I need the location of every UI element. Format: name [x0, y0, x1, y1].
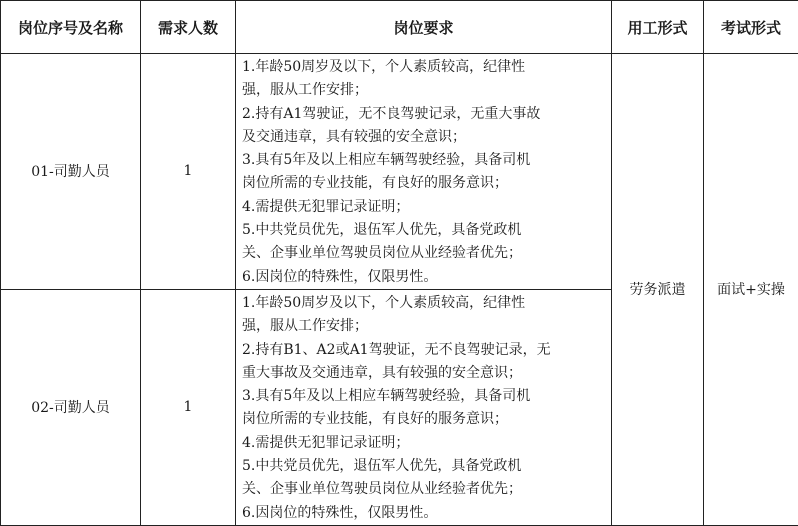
- employment-cell: 劳务派遣: [612, 54, 704, 526]
- count-cell: 1: [141, 54, 236, 290]
- header-requirements: 岗位要求: [236, 1, 612, 54]
- header-employment: 用工形式: [612, 1, 704, 54]
- header-exam: 考试形式: [704, 1, 798, 54]
- requirement-line: 2.持有B1、A2或A1驾驶证，无不良驾驶记录，无: [242, 339, 607, 362]
- header-count: 需求人数: [141, 1, 236, 54]
- count-cell: 1: [141, 289, 236, 525]
- requirement-line: 1.年龄50周岁及以下，个人素质较高，纪律性: [242, 292, 607, 315]
- requirements-cell: [236, 54, 612, 290]
- position-cell: 02-司勤人员: [1, 289, 141, 525]
- requirement-line: 3.具有5年及以上相应车辆驾驶经验，具备司机: [242, 385, 607, 408]
- requirement-line: 关、企事业单位驾驶员岗位从业经验者优先；: [242, 242, 607, 265]
- requirement-line: 强，服从工作安排；: [242, 315, 607, 338]
- requirements-cell: [236, 289, 612, 525]
- table-header-row: [1, 1, 798, 54]
- exam-cell: 面试+实操: [704, 54, 798, 526]
- requirement-line: 强，服从工作安排；: [242, 79, 607, 102]
- requirement-line: 4.需提供无犯罪记录证明；: [242, 432, 607, 455]
- requirement-line: 4.需提供无犯罪记录证明；: [242, 196, 607, 219]
- requirement-line: 5.中共党员优先，退伍军人优先，具备党政机: [242, 455, 607, 478]
- requirement-line: 3.具有5年及以上相应车辆驾驶经验，具备司机: [242, 149, 607, 172]
- requirement-line: 1.年龄50周岁及以下，个人素质较高，纪律性: [242, 56, 607, 79]
- table-row: [1, 54, 798, 290]
- position-cell: 01-司勤人员: [1, 54, 141, 290]
- requirement-line: 重大事故及交通违章，具有较强的安全意识；: [242, 362, 607, 385]
- requirement-line: 岗位所需的专业技能，有良好的服务意识；: [242, 408, 607, 431]
- requirement-line: 6.因岗位的特殊性，仅限男性。: [242, 266, 607, 289]
- requirement-line: 关、企事业单位驾驶员岗位从业经验者优先；: [242, 478, 607, 501]
- header-position: 岗位序号及名称: [1, 1, 141, 54]
- requirement-line: 2.持有A1驾驶证，无不良驾驶记录，无重大事故: [242, 103, 607, 126]
- requirement-line: 5.中共党员优先，退伍军人优先，具备党政机: [242, 219, 607, 242]
- requirement-line: 6.因岗位的特殊性，仅限男性。: [242, 502, 607, 525]
- requirement-line: 岗位所需的专业技能，有良好的服务意识；: [242, 172, 607, 195]
- requirement-line: 及交通违章，具有较强的安全意识；: [242, 126, 607, 149]
